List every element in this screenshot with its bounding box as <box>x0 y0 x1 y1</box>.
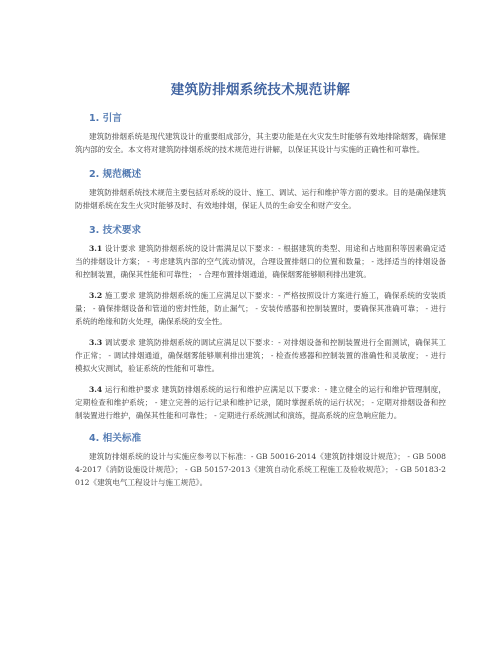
section-heading-related-standards: 4. 相关标准 <box>89 433 142 444</box>
section-introduction <box>75 110 446 156</box>
introduction-paragraph: 建筑防排烟系统是现代建筑设计的重要组成部分，其主要功能是在火灾发生时能够有效地排除烟雾，确保建筑内部的安全。本文将对建筑防排烟系统的技术规范进行讲解，以保证其设计与实施的正确性和可靠性。 <box>75 132 446 154</box>
subsection-operation-maintenance-requirements <box>75 383 446 422</box>
section-heading-introduction: 1. 引言 <box>89 113 122 124</box>
section-heading-overview: 2. 规范概述 <box>89 169 142 180</box>
overview-paragraph: 建筑防排烟系统技术规范主要包括对系统的设计、施工、调试、运行和维护等方面的要求。目的是确保建筑防排烟系统在发生火灾时能够及时、有效地排烟，保证人员的生命安全和财产安全。 <box>75 188 446 210</box>
subsection-commissioning-requirements <box>75 336 446 375</box>
subsection-number: 3.1 <box>89 244 103 253</box>
subsection-text: 调试要求 建筑防排烟系统的调试应满足以下要求：- 对排烟设备和控制装置进行全面测试，确保其工作正常； - 调试排烟通道，确保烟雾能够顺利排出建筑； - 检查传感器和控制装置的准确性和灵敏度； - 进行模拟火灾测试，验证系统的性能和可靠性。 <box>75 338 447 373</box>
subsection-number: 3.2 <box>89 291 103 300</box>
subsection-number: 3.3 <box>89 338 103 347</box>
section-related-standards <box>75 430 446 489</box>
subsection-text: 设计要求 建筑防排烟系统的设计需满足以下要求：- 根据建筑的类型、用途和占地面积等因素确定适当的排烟设计方案； - 考虑建筑内部的空气流动情况，合理设置排烟口的位置和数量； - 选择适当的排烟设备和控制装置，确保其性能和可靠性； - 合理布置排烟通道，确保烟雾能够顺利排出建筑。 <box>75 244 447 279</box>
subsection-number: 3.4 <box>89 385 103 394</box>
subsection-text: 运行和维护要求 建筑防排烟系统的运行和维护应满足以下要求：- 建立健全的运行和维护管理制度，定期检查和维护系统； - 建立完善的运行记录和维护记录，随时掌握系统的运行状况； - 定期对排烟设备和控制装置进行维护，确保其性能和可靠性； - 定期进行系统测试和演练，提高系统的应急响应能力。 <box>75 385 447 420</box>
section-heading-technical-requirements: 3. 技术要求 <box>89 225 142 236</box>
subsection-design-requirements <box>75 242 446 281</box>
related-standards-paragraph: 建筑防排烟系统的设计与实施应参考以下标准：- GB 50016-2014《建筑防排烟设计规范》； - GB 50084-2017《消防设施设计规范》； - GB 50157-2013《建筑自动化系统工程施工及验收规范》； - GB 50183-2012《建筑电气工程设计与施工规范》。 <box>75 452 446 487</box>
section-overview <box>75 166 446 212</box>
section-technical-requirements <box>75 222 446 422</box>
subsection-text: 施工要求 建筑防排烟系统的施工应满足以下要求：- 严格按照设计方案进行施工，确保系统的安装质量； - 确保排烟设备和管道的密封性能，防止漏气； - 安装传感器和控制装置时，要确保其准确可靠； - 进行系统的绝缘和防火处理，确保系统的安全性。 <box>75 291 447 326</box>
subsection-construction-requirements <box>75 289 446 328</box>
document-title: 建筑防排烟系统技术规范讲解 <box>170 82 351 98</box>
